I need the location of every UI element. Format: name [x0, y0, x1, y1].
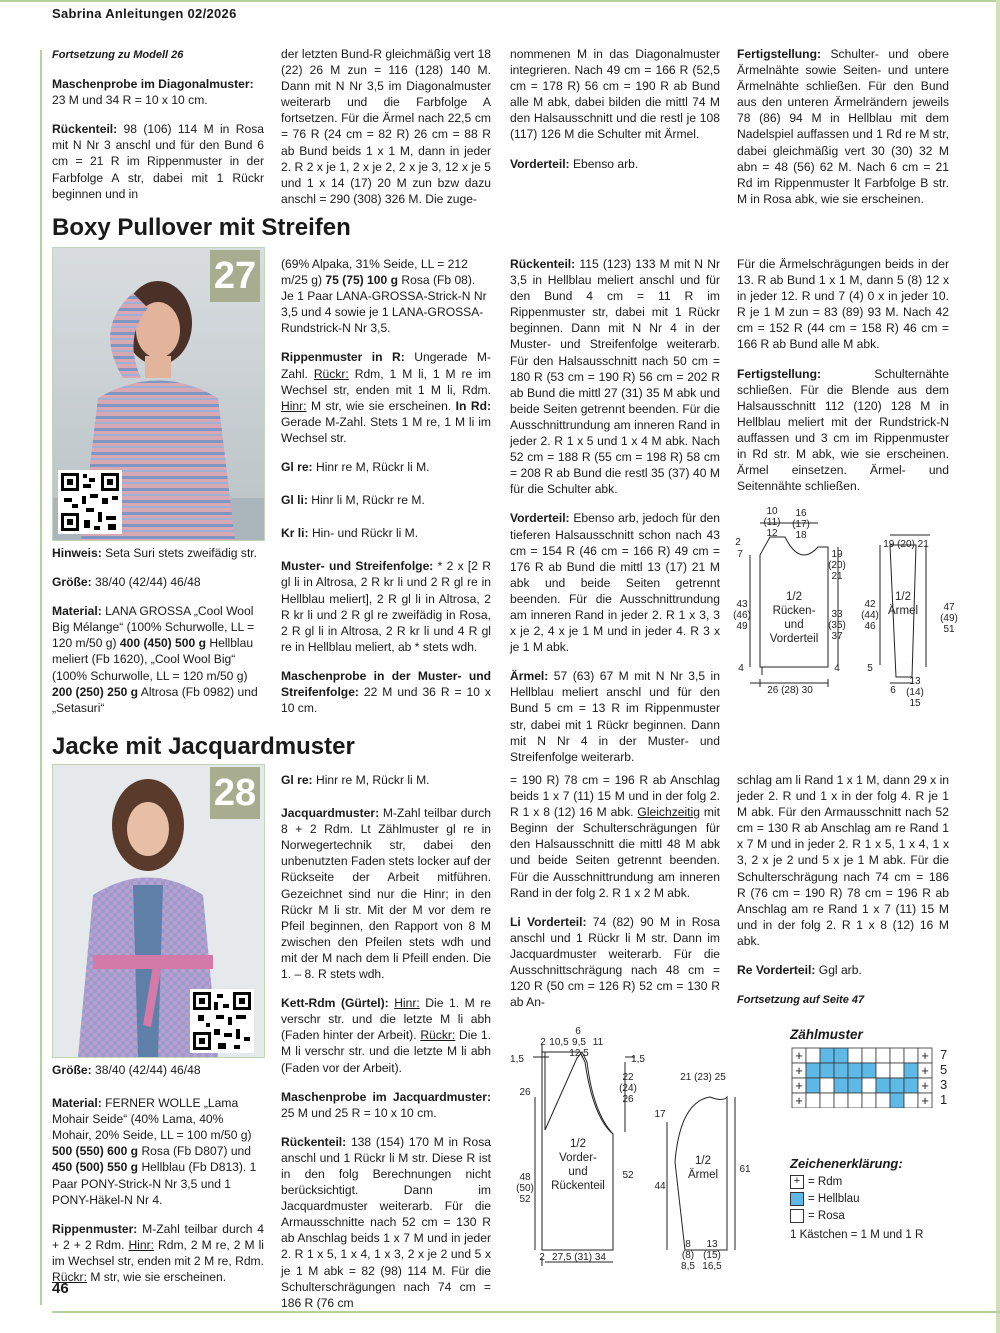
rib-right-side: Hinr:	[281, 398, 307, 413]
bund-right: 4	[834, 663, 840, 674]
front-heading-27: Vorderteil:	[510, 511, 570, 526]
model-27-column-3	[510, 256, 720, 778]
chart-cell	[876, 1093, 890, 1108]
chart-cell	[834, 1078, 848, 1093]
bottom-width: 27,5 (31) 34	[552, 1252, 606, 1263]
back-text-28: 138 (154) 170 M in Rosa anschl und 1 Rückr li M str. Diese R ist in den folg Berechnungen nicht berücksichtigt. Dann im Jacquardmuster weiterarb. Für die Armausschnitte nach 52 cm = 130 R ab Anschlag beids 1 x 7 M und in jeder 2. R 1 x 5, 1 x 4, 1 x 3, 2 x je 2 und 5 x je 1 M abk = 82 (98) 114 M. Für die Schulterschrägungen nach 74 cm = 186 R (76 cm	[281, 1134, 491, 1310]
chart-edge-plus: +	[921, 1063, 929, 1078]
shoulder-width-2: (17)	[792, 519, 810, 530]
jacquard-text: M-Zahl teilbar durch 8 + 2 Rdm. Lt Zählmuster gl re in Norwegertechnik str, dabei den unbenutzten Faden stets locker auf der Rückseite der Arbeit mitführen. Gezeichnet sind nur die Hinr; in den Rückr M li str. Mit der M vor dem re Pfeil beginnen, den Rapport von 8 M zwischen den Pfeilen stets wdh und mit der M nach dem li Pfeill enden. Die 1. – 8. R stets wdh.	[281, 806, 491, 982]
armhole-28-1: 22	[622, 1072, 634, 1083]
body-label-4: Vorderteil	[769, 633, 819, 645]
top-f: 11	[592, 1037, 604, 1048]
finish-heading-27: Fertigstellung:	[737, 366, 821, 381]
top-column-3	[510, 46, 720, 185]
chart-note: 1 Kästchen = 1 M und 1 R	[790, 1229, 924, 1241]
rib-rounds: In Rd:	[455, 398, 491, 413]
rib-right-side-28: Hinr:	[128, 1237, 154, 1252]
chain-edge-wrong-side: Rückr:	[420, 1028, 456, 1043]
neck-width-3: 12	[766, 528, 778, 539]
model-27-number-badge: 27	[210, 250, 260, 302]
bund-left: 4	[738, 663, 744, 674]
material-quantity-28-1: 500 (550) 600 g	[52, 1144, 139, 1159]
body-label-2: Rücken-	[772, 605, 816, 617]
top-column-4	[737, 46, 949, 220]
height-right-2: (35)	[828, 620, 846, 631]
chart-cell	[848, 1078, 862, 1093]
neck-width-1: 10	[766, 506, 778, 517]
height-48-2: (50)	[516, 1183, 534, 1194]
back-heading-27: Rückenteil:	[510, 257, 576, 271]
gauge-text-28: 25 M und 25 R = 10 x 10 cm.	[281, 1105, 437, 1120]
rose-swatch-icon	[790, 1209, 804, 1223]
chart-cell	[820, 1093, 834, 1108]
legend-label-blue: = Hellblau	[808, 1193, 860, 1205]
rib-wrong-side-text: Rdm, 1 M li, 1 M re im Wechsel str, enden mit 1 M li, Rdm.	[281, 366, 491, 397]
material-text: LANA GROSSA „Cool Wool Big Mélange“ (100% Schurwolle, LL = 120 m/50 g)	[52, 604, 255, 651]
sleeve-shaping-text: Für die Ärmelschrägungen beids in der 13. R ab Bund 1 x 1 M, dann 5 (8) 12 x in jeder 12. R und 7 (4) 0 x in jeder 10. R je 1 M zun = 83 (89) 93 M. Nach 42 cm = 152 R (44 cm = 158 R) 46 cm = 166 R ab Bund alle M abk.	[737, 257, 949, 352]
qr-code-icon	[58, 470, 122, 534]
model-28-column-4	[737, 772, 949, 1021]
finish-text-27: Schulternähte schließen. Für die Blende aus dem Halsausschnitt 112 (120) 128 M in Hellblau meliert mit der Rundstrick-N auffassen und 3 cm im Rippenmuster in Rd str. M abk, wie sie erscheinen. Ärmel einsetzen. Ärmel- und Seitennähte schließen.	[737, 366, 949, 494]
material-quantity-28-2: 450 (500) 550 g	[52, 1160, 139, 1175]
model-28-column-3	[510, 772, 720, 1023]
material-text-28-2: Hellblau (Fb D813). 1 Paar PONY-Strick-N Nr 3,5 und 1 PONY-Häkel-N Nr 4.	[52, 1160, 257, 1207]
material-text-2: Hellblau meliert (Fb 1620), „Cool Wool Big“ (100% Schurwolle, LL = 120 m/50 g)	[52, 636, 254, 683]
chart-row-label-7: 7	[940, 1047, 948, 1062]
top-e: 12,5	[569, 1048, 589, 1059]
sleeve-bottom-l-1: 8	[685, 1239, 691, 1250]
armhole-28-3: 26	[622, 1094, 634, 1105]
armhole-2: (20)	[828, 560, 846, 571]
sleeve-bottom-r-1: 13	[706, 1239, 718, 1250]
size-heading: Größe:	[52, 575, 92, 590]
chart-cell	[820, 1048, 834, 1063]
sleeve-left-2: (44)	[861, 610, 879, 621]
gauge-heading-28: Maschenprobe im Jacquardmuster:	[281, 1089, 491, 1104]
magazine-header: Sabrina Anleitungen 02/2026	[52, 6, 237, 21]
front-heading: Vorderteil:	[510, 156, 570, 171]
left-front-text: 74 (82) 90 M in Rosa anschl und 1 Rückr li M str. Dann im Jacquardmuster weiterarb. Für die Ausschnittschrägung nach 48 cm = 120 R (50 cm = 126 R) 52 cm = 130 R ab An-	[510, 914, 720, 1010]
chart-cell	[904, 1063, 918, 1078]
stockinette-text-28: Hinr re M, Rückr li M.	[315, 773, 430, 787]
top-col2-text: der letzten Bund-R gleichmäßig vert 18 (22) 26 M zun = 116 (128) 140 M. Dann mit N Nr 3,5 im Diagonalmuster weiterarb und die Farbfolge A fortsetzen. Für die Ärmel nach 22,5 cm = 76 R (24 cm = 82 R) 26 cm = 88 R ab Bund beids 1 x 1 M, dann in jeder 2. R 2 x je 1, 2 x je 2, 2 x je 3, 12 x je 5 und 1 x 14 (17) 20 M zun bzw dazu anschl = 290 (308) 326 M. Die zuge-	[281, 47, 491, 206]
finish-heading: Fertigstellung:	[737, 47, 821, 61]
gauge-text: 23 M und 34 R = 10 x 10 cm.	[52, 93, 208, 108]
chart-edge-plus: +	[795, 1078, 803, 1093]
height-left-1: 43	[736, 599, 748, 610]
height-left-3: 49	[736, 621, 748, 632]
size-heading-28: Größe:	[52, 1063, 92, 1077]
rib-text: Ungerade M-Zahl.	[281, 350, 491, 381]
stripe-text: * 2 x [2 R gl li in Altrosa, 2 R kr li und 2 R gl re in Hellblau meliert], 2 R gl li in Altrosa, 2 R kr li und 2 R gl re zweifädig in Rosa, 2 R gl li in Altrosa, 2 R kr li und 4 R gl re in Hellblau meliert, ab * stets wdh.	[281, 559, 491, 654]
chart-cell	[904, 1078, 918, 1093]
sleeve-bottom-l-3: 8,5	[681, 1261, 695, 1272]
size-text-28: 38/40 (42/44) 46/48	[95, 1063, 201, 1077]
front-text: Ebenso arb.	[572, 156, 639, 171]
material-text-3: Altrosa (Fb 0982) und „Setasuri“	[52, 684, 258, 715]
frame-left-rule	[40, 50, 42, 1305]
chart-cell	[890, 1063, 904, 1078]
gauge-heading-27: Maschenprobe in der Muster- und Streifenfolge:	[281, 668, 491, 699]
stockinette-heading-28: Gl re:	[281, 773, 313, 787]
model-28-qr-code[interactable]	[190, 989, 254, 1053]
height-48-1: 48	[519, 1172, 531, 1183]
chart-cell	[820, 1063, 834, 1078]
top-offset: 2	[735, 537, 741, 548]
sleeve-17: 17	[654, 1109, 666, 1120]
sleeve-bottom-r-2: (15)	[703, 1250, 721, 1261]
stockinette-heading: Gl re:	[281, 460, 313, 475]
back-text-27: 115 (123) 133 M mit N Nr 3,5 in Hellblau meliert anschl und für den Bund 4 cm = 11 R im Rippenmuster str, dabei mit 1 Rückr beginnen. Dann mit N Nr 4 in der Muster- und Streifenfolge weiterarb. Für den Halsausschnitt nach 50 cm = 180 R (53 cm = 190 R) 56 cm = 202 R ab Bund die mittl 27 (31) 35 M abk und beide Seiten getrennt beenden. Für die Ausschnittrundung am inneren Rand in jeder 2. R 1 x 5 und 1 x 4 M abk. Nach 52 cm = 188 R (55 cm = 198 R) 58 cm = 208 R ab Bund die restl 35 (37) 40 M für die Schulter abk.	[510, 257, 720, 497]
model-27-qr-code[interactable]	[58, 470, 122, 534]
chart-cell	[834, 1048, 848, 1063]
material-cont: (69% Alpaka, 31% Seide, LL = 212 m/25 g)	[281, 257, 468, 288]
page-number: 46	[52, 1280, 69, 1297]
top-column-2	[281, 46, 491, 220]
body-piece-outline-28	[542, 1052, 613, 1250]
chart-edge-plus: +	[795, 1048, 803, 1063]
material-cont-2: Rosa (Fb 08). Je 1 Paar LANA-GROSSA-Strick-N Nr 3,5 und 4 sowie je 1 LANA-GROSSA-Rundstrick-N Nr 3,5.	[281, 273, 487, 336]
legend-label-rose: = Rosa	[808, 1210, 845, 1222]
stripe-heading: Muster- und Streifenfolge:	[281, 559, 434, 574]
back-text: 98 (106) 114 M in Rosa mit N Nr 3 anschl und für den Bund 6 cm = 21 R im Rippenmuster in der Farbfolge A str, dabei mit 1 Rückr beginnen und in	[52, 122, 264, 201]
chart-cell	[890, 1048, 904, 1063]
chart-cell	[806, 1063, 820, 1078]
armhole-3: 21	[831, 571, 843, 582]
shoulder-text-28: = 190 R) 78 cm = 196 R ab Anschlag beids 1 x 7 (11) 15 M und in der folg 2. R 1 x 8 (12) 16 M abk.	[510, 773, 720, 820]
model-28-column-2	[281, 772, 491, 1324]
chart-cell	[806, 1093, 820, 1108]
simultaneously-note: Gleichzeitig	[637, 805, 700, 820]
chain-edge-heading: Kett-Rdm (Gürtel):	[281, 996, 389, 1011]
neck-width-2: (11)	[763, 517, 781, 528]
chart-cell	[876, 1078, 890, 1093]
jacquard-heading: Jacquardmuster:	[281, 806, 380, 821]
left-front-heading: Li Vorderteil:	[510, 914, 587, 929]
sleeve-bund: 5	[867, 663, 873, 674]
finish-text: Schulter- und obere Ärmelnähte sowie Seiten- und untere Ärmelnähte schließen. Für den Bund aus den unteren Ärmelrändern jeweils 78 (86) 94 M in Hellblau mit dem Nadelspiel auffassen und 1 Rd re M str, dabei gleichmäßig vert 30 (30) 32 M abn = 48 (56) 62 M. Nach 6 cm = 21 Rd im Rippenmuster lt Farbfolge B str. M in Rosa abk, wie sie erscheinen.	[737, 47, 949, 206]
reverse-stockinette-text: Hinr li M, Rückr re M.	[311, 493, 425, 508]
material-quantity-1: 400 (450) 500 g	[119, 636, 206, 651]
chart-cell	[806, 1048, 820, 1063]
legend-item-edge	[790, 1175, 842, 1189]
model-27-column-1	[52, 545, 264, 729]
frame-top-rule	[0, 0, 1000, 2]
rib-rounds-text: Gerade M-Zahl. Stets 1 M re, 1 M li im Wechsel str.	[281, 414, 491, 445]
plus-icon: +	[790, 1175, 804, 1189]
continued-note: Fortsetzung auf Seite 47	[737, 994, 865, 1007]
legend-title: Zeichenerklärung:	[790, 1156, 903, 1171]
chart-row-label-1: 1	[940, 1092, 948, 1107]
garter-text: Hin- und Rückr li M.	[311, 526, 419, 541]
height-right-3: 37	[831, 631, 843, 642]
chart-cell	[820, 1078, 834, 1093]
rib-heading-28: Rippenmuster:	[52, 1221, 138, 1236]
height-right-1: 33	[831, 609, 843, 620]
sleeve-bottom-1: 13	[909, 676, 921, 687]
chart-edge-plus: +	[921, 1048, 929, 1063]
top-col3-text: nommenen M in das Diagonalmuster integrieren. Nach 49 cm = 166 R (52,5 cm = 178 R) 56 cm = 190 R ab Bund alle M abk, dabei bilden die mittl 74 M den Halsausschnitt und die restl je 108 (117) 126 M die Schulter mit Ärmel.	[510, 47, 720, 142]
garter-heading: Kr li:	[281, 526, 309, 541]
body-label-3: und	[784, 619, 804, 631]
qr-code-icon	[190, 989, 254, 1053]
bottom-2: 2	[539, 1252, 545, 1263]
material-quantity-2: 200 (250) 250 g	[52, 684, 139, 699]
material-heading-28: Material:	[52, 1096, 102, 1111]
sleeve-left-3: 46	[864, 621, 876, 632]
chart-edge-plus: +	[921, 1093, 929, 1108]
height-52: 52	[622, 1170, 634, 1181]
size-text: 38/40 (42/44) 46/48	[95, 575, 201, 590]
back-heading: Rückenteil:	[52, 122, 118, 137]
chart-cell	[862, 1093, 876, 1108]
sleeve-bottom-r-3: 16,5	[702, 1261, 722, 1272]
sleeve-label-1: 1/2	[895, 591, 911, 603]
sleeve-top: 19 (20) 21	[883, 539, 929, 550]
right-front-text: Ggl arb.	[818, 963, 862, 978]
body-label-28-3: und	[568, 1166, 588, 1178]
back-heading-28: Rückenteil:	[281, 1134, 347, 1149]
rib-text-28: M-Zahl teilbar durch 4 + 2 + 2 Rdm.	[52, 1221, 264, 1252]
frame-bottom-rule	[52, 1311, 1000, 1313]
sleeve-bottom-3: 15	[909, 698, 921, 709]
model-28-schematic	[505, 1022, 765, 1272]
chart-edge-plus: +	[921, 1078, 929, 1093]
chart-edge-plus: +	[795, 1093, 803, 1108]
rib-wrong-side-28: Rückr:	[52, 1270, 87, 1285]
sleeve-bottom-2: (14)	[906, 687, 924, 698]
sleeve-text-27: 57 (63) 67 M mit N Nr 3,5 in Hellblau meliert anschl und für den Bund 5 cm = 13 R im Rippenmuster str, dabei mit 1 Rückr beginnen. Dann mit N Nr 4 in der Muster- und Streifenfolge weiterarb.	[510, 669, 720, 764]
hint-heading: Hinweis:	[52, 546, 102, 560]
side-top: 7	[737, 549, 743, 560]
chart-cell	[834, 1093, 848, 1108]
chart-cell	[876, 1048, 890, 1063]
material-heading: Material:	[52, 604, 102, 619]
chart-cell	[834, 1063, 848, 1078]
model-28-number-badge: 28	[210, 767, 260, 819]
sleeve-right-2: (49)	[940, 613, 958, 624]
shoulder-width-1: 16	[795, 508, 807, 519]
right-front-heading: Re Vorderteil:	[737, 963, 816, 978]
stockinette-text: Hinr re M, Rückr li M.	[315, 460, 430, 475]
legend-item-blue	[790, 1192, 859, 1206]
chart-cell	[862, 1078, 876, 1093]
sleeve-label-28-2: Ärmel	[687, 1169, 719, 1181]
chart-cell	[848, 1093, 862, 1108]
top-column-1	[52, 46, 264, 215]
sleeve-right-3: 51	[943, 624, 955, 635]
sleeve-right-1: 47	[943, 602, 955, 613]
sleeve-cuff-height: 6	[890, 685, 896, 696]
light-blue-swatch-icon	[790, 1192, 804, 1206]
legend-label-edge: = Rdm	[808, 1176, 843, 1188]
gauge-heading: Maschenprobe im Diagonalmuster:	[52, 77, 254, 92]
chart-cell	[848, 1063, 862, 1078]
chart-cell	[862, 1063, 876, 1078]
height-left-2: (46)	[733, 610, 751, 621]
right-offset: 1,5	[631, 1054, 645, 1065]
top-a: 2	[540, 1037, 546, 1048]
chain-edge-wrong-side-text: Die 1. M li verschr str. und die letzte M li abh (Faden vor der Arbeit).	[281, 1028, 491, 1075]
chart-title: Zählmuster	[790, 1027, 863, 1042]
frame-right-rule	[996, 0, 1000, 1333]
sleeve-label-28-1: 1/2	[695, 1155, 711, 1167]
chart-edge-plus: +	[795, 1063, 803, 1078]
sleeve-heading-27: Ärmel:	[510, 669, 549, 684]
rib-heading: Rippenmuster in R:	[281, 350, 405, 365]
top-c: 6	[575, 1026, 581, 1037]
hint-text: Seta Suri stets zweifädig str.	[105, 546, 258, 560]
sleeve-top-28: 21 (23) 25	[680, 1072, 726, 1083]
sleeve-left-1: 42	[864, 599, 876, 610]
chart-cell	[904, 1048, 918, 1063]
armhole-1: 19	[831, 549, 843, 560]
rib-wrong-side-text-28: M str, wie sie erscheinen.	[90, 1270, 227, 1285]
body-label-28-2: Vorder-	[559, 1152, 597, 1164]
material-quantity-3: 75 (75) 100 g	[325, 273, 398, 288]
chart-cell	[904, 1093, 918, 1108]
reverse-stockinette-heading: Gl li:	[281, 493, 308, 508]
chain-edge-right-side: Hinr:	[394, 996, 420, 1011]
chain-edge-right-side-text: Die 1. M re verschr str. und die letzte M li abh (Faden hinter der Arbeit).	[281, 996, 491, 1043]
sleeve-label-2: Ärmel	[887, 605, 919, 617]
model-27-title: Boxy Pullover mit Streifen	[52, 214, 351, 241]
armhole-28-2: (24)	[619, 1083, 637, 1094]
chart-cell	[862, 1048, 876, 1063]
body-label-1: 1/2	[786, 591, 802, 603]
left-front-cont-text: schlag am li Rand 1 x 1 M, dann 29 x in jeder 2. R und 1 x in der folg 4. R je 1 M abk. Für den Armausschnitt nach 52 cm = 130 R ab Anschlag am re Rand 1 x 7 M und in jeder 2. R 1 x 5, 1 x 4, 1 x 3, 2 x je 2 und 5 x je 1 M abk. Für die Schulterschrägung nach 74 cm = 186 R (76 cm = 190 R) 78 cm = 196 R ab Anschlag am re Rand 1 x 7 (11) 15 M und in der folg 2. R 1 x 8 (12) 16 M abk.	[737, 773, 949, 948]
height-26: 26	[519, 1087, 531, 1098]
chart-cell	[890, 1078, 904, 1093]
chart-cell	[890, 1093, 904, 1108]
continuation-note: Fortsetzung zu Modell 26	[52, 49, 184, 61]
rib-right-side-text-28: Rdm, 2 M re, 2 M li im Wechsel str, enden mit 2 M re, Rdm.	[52, 1237, 264, 1268]
chart-row-label-5: 5	[940, 1062, 948, 1077]
model-28-title: Jacke mit Jacquardmuster	[52, 733, 355, 760]
top-d: 9,5	[572, 1037, 586, 1048]
front-text-27: Ebenso arb, jedoch für den tieferen Halsausschnitt schon nach 43 cm = 154 R (46 cm = 166 R) 49 cm = 176 R ab Bund die mittl 13 (17) 21 M abk und beide Seiten getrennt beenden. Für die Ausschnittrundung am inneren Rand in jeder 2. R 1 x 3, 3 x je 2, 4 x je 1 M und in jeder 4. R 3 x je 1 M abk.	[510, 511, 720, 655]
gauge-text-27: 22 M und 36 R = 10 x 10 cm.	[281, 684, 491, 716]
rib-right-side-text: M str, wie sie erscheinen.	[311, 398, 452, 413]
sleeve-44: 44	[654, 1181, 666, 1192]
chart-cell	[806, 1078, 820, 1093]
neck-text-28: mit Beginn der Schulterschrägungen für den Halsausschnitt die mittl 48 M abk und beide Seiten getrennt beenden. Für die Ausschnittrundung am inneren Rand in der folg 2. R 1 x 2 M abk.	[510, 805, 720, 900]
body-label-28-4: Rückenteil	[551, 1180, 605, 1192]
top-b: 10,5	[549, 1037, 569, 1048]
sleeve-bottom-l-2: (8)	[681, 1250, 695, 1261]
chart-cell	[848, 1048, 862, 1063]
left-offset: 1,5	[510, 1054, 524, 1065]
legend-item-rose	[790, 1209, 845, 1223]
model-28-column-1	[52, 1062, 264, 1298]
zaehlmuster-chart	[790, 1046, 960, 1108]
chart-cell	[876, 1063, 890, 1078]
width-bottom: 26 (28) 30	[767, 685, 813, 696]
rib-wrong-side: Rückr:	[313, 366, 349, 381]
body-label-28-1: 1/2	[570, 1138, 586, 1150]
model-27-column-4	[737, 256, 949, 507]
model-27-schematic	[730, 505, 960, 710]
material-text-28-1: Rosa (Fb D807) und	[141, 1144, 252, 1159]
chart-row-label-3: 3	[940, 1077, 948, 1092]
shoulder-width-3: 18	[795, 530, 807, 541]
material-text-28: FERNER WOLLE „Lama Mohair Seide“ (40% Lama, 40% Mohair, 20% Seide, LL = 100 m/50 g)	[52, 1096, 252, 1143]
sleeve-61: 61	[739, 1164, 751, 1175]
height-48-3: 52	[519, 1194, 531, 1205]
model-27-column-2	[281, 256, 491, 729]
front-body-outline-28	[542, 1052, 613, 1250]
